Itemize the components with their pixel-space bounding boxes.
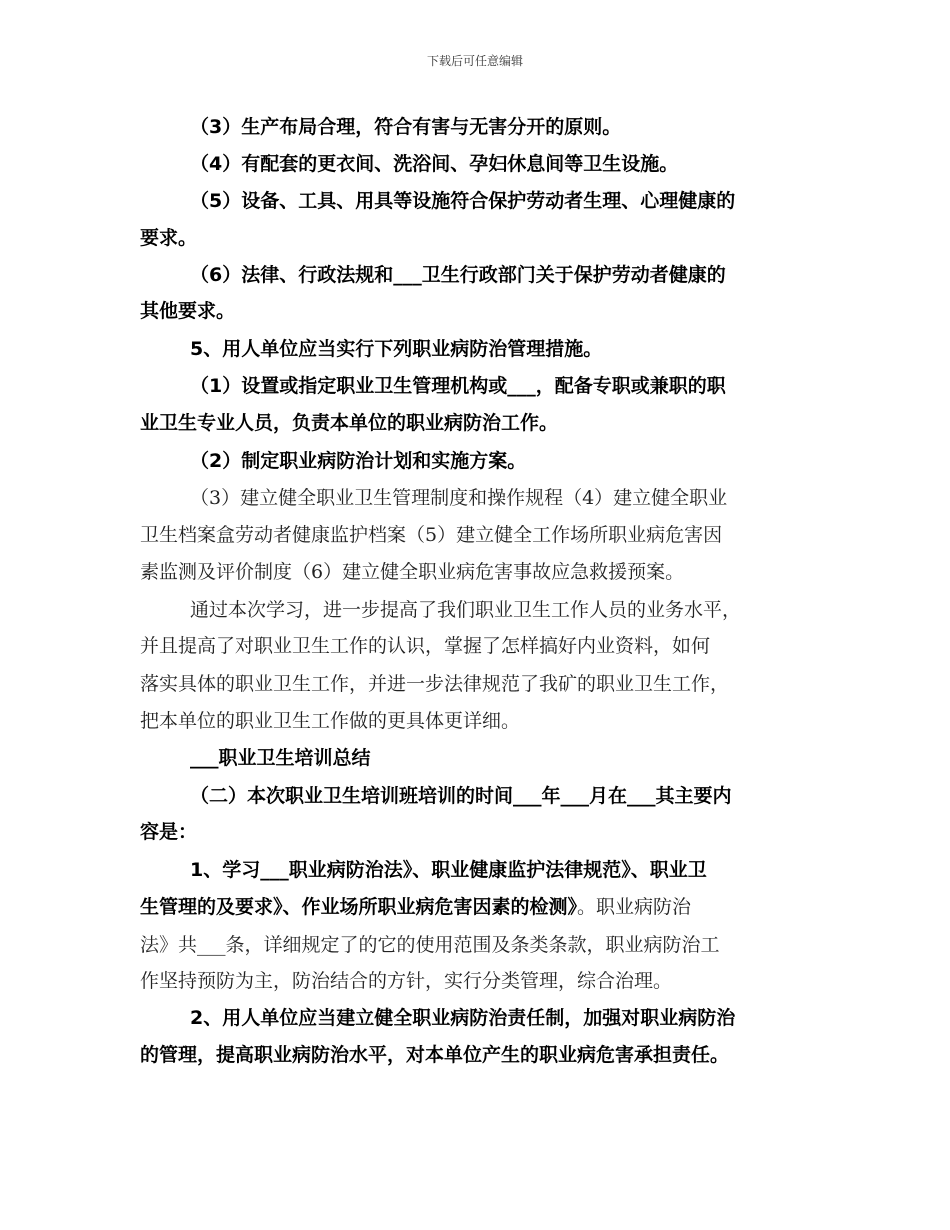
text-line: （2）制定职业病防治计划和实施方案。 [190, 450, 527, 472]
text-line: 容是： [140, 821, 198, 843]
bold-segment: 生管理的及要求》、作业场所职业病危害因素的检测》 [140, 896, 578, 918]
text-line: 5、用人单位应当实行下列职业病防治管理措施。 [190, 338, 603, 360]
text-line: 作坚持预防为主，防治结合的方针，实行分类管理，综合治理。 [140, 970, 673, 992]
text-line: 落实具体的职业卫生工作，并进一步法律规范了我矿的职业卫生工作， [140, 673, 730, 695]
text-line: 1、学习___职业病防治法》、职业健康监护法律规范》、职业卫 [190, 859, 707, 881]
page-header: 下载后可任意编辑 [426, 54, 523, 68]
text-line: （3）建立健全职业卫生管理制度和操作规程（4）建立健全职业 [190, 487, 728, 509]
text-line: （6）法律、行政法规和___卫生行政部门关于保护劳动者健康的 [190, 264, 726, 286]
text-line: （5）设备、工具、用具等设施符合保护劳动者生理、心理健康的 [190, 190, 736, 212]
text-line-mixed [140, 895, 691, 919]
text-line: 并且提高了对职业卫生工作的认识，掌握了怎样搞好内业资料，如何 [140, 635, 711, 657]
text-line: 的管理，提高职业病防治水平，对本单位产生的职业病危害承担责任。 [140, 1044, 730, 1066]
text-line: 2、用人单位应当建立健全职业病防治责任制，加强对职业病防治 [190, 1007, 736, 1029]
text-line: 业卫生专业人员，负责本单位的职业病防治工作。 [140, 412, 559, 434]
text-line: 其他要求。 [140, 300, 236, 322]
text-line: 把本单位的职业卫生工作做的更具体更详细。 [140, 710, 521, 732]
text-line: 法》共___条，详细规定了的它的使用范围及条类条款，职业病防治工 [140, 934, 720, 956]
text-line: ___职业卫生培训总结 [190, 747, 371, 769]
text-line: （二）本次职业卫生培训班培训的时间___年___月在___其主要内 [190, 785, 732, 807]
text-line: 卫生档案盒劳动者健康监护档案（5）建立健全工作场所职业病危害因 [140, 524, 723, 546]
regular-segment: 。职业病防治 [577, 896, 692, 918]
text-line: 要求。 [140, 227, 198, 249]
text-line: 通过本次学习，进一步提高了我们职业卫生工作人员的业务水平， [190, 599, 742, 621]
text-line: （1）设置或指定职业卫生管理机构或___，配备专职或兼职的职 [190, 375, 726, 397]
text-line: 素监测及评价制度（6）建立健全职业病危害事故应急救援预案。 [140, 561, 685, 583]
text-line: （4）有配套的更衣间、洗浴间、孕妇休息间等卫生设施。 [190, 153, 679, 175]
text-line: （3）生产布局合理，符合有害与无害分开的原则。 [190, 116, 622, 138]
